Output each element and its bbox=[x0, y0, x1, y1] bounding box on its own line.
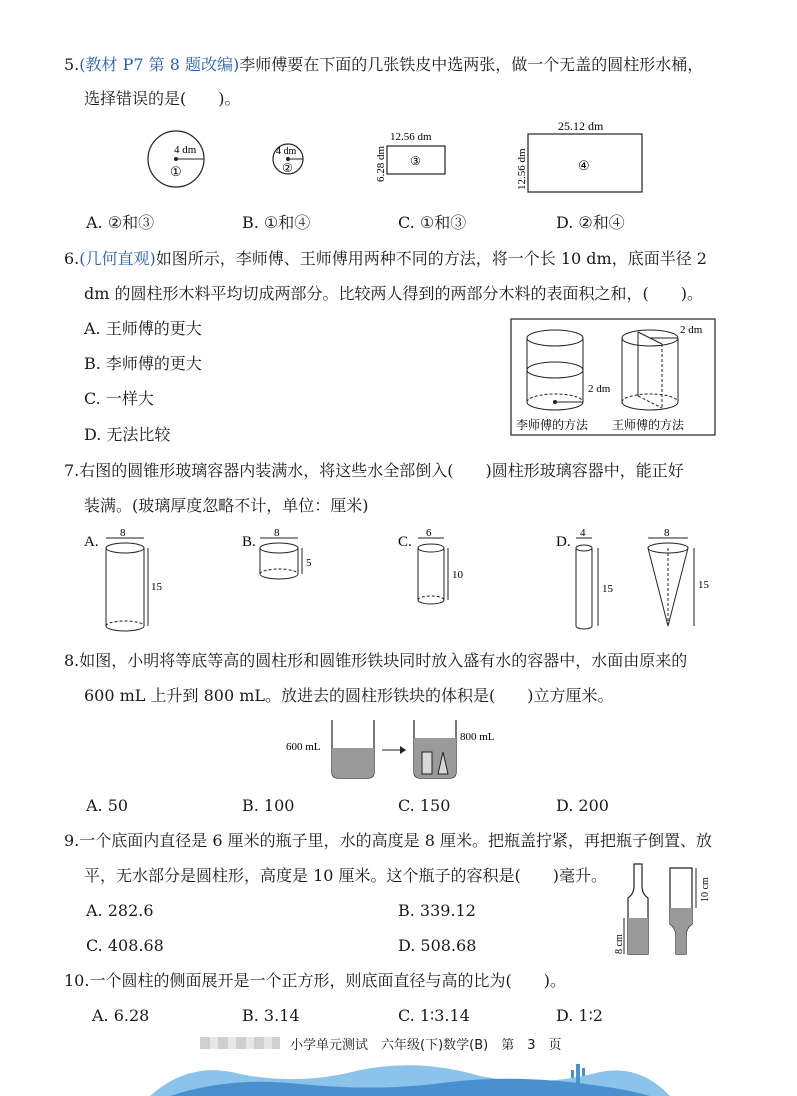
q6-option-c[interactable]: C. 一样大 bbox=[84, 389, 154, 408]
q9-number: 9. bbox=[64, 831, 80, 850]
q8-option-c[interactable]: C. 150 bbox=[398, 796, 451, 815]
q7-c-letter: C. bbox=[398, 534, 412, 550]
footer-landscape-decoration bbox=[0, 1030, 797, 1096]
q10-option-a[interactable]: A. 6.28 bbox=[92, 1006, 150, 1025]
q6-text1: 如图所示，李师傅、王师傅用两种不同的方法，将一个长 10 dm，底面半径 2 bbox=[155, 249, 707, 268]
q5-text1: 李师傅要在下面的几张铁皮中选两张，做一个无盖的圆柱形水桶， bbox=[239, 55, 704, 74]
q6-option-b[interactable]: B. 李师傅的更大 bbox=[84, 354, 202, 373]
q7-stem-line1 bbox=[64, 460, 684, 482]
q5-c2-label: 4 dm bbox=[276, 146, 297, 157]
q10-option-b[interactable]: B. 3.14 bbox=[242, 1006, 300, 1025]
q5-r3-top: 12.56 dm bbox=[390, 131, 432, 143]
q5-r4-id: ④ bbox=[578, 158, 590, 173]
q8-stem-line1 bbox=[64, 650, 687, 672]
q5-r3-id: ③ bbox=[410, 154, 421, 168]
q8-option-d[interactable]: D. 200 bbox=[556, 796, 609, 815]
q8-figure bbox=[286, 716, 516, 780]
q5-stem-line1 bbox=[64, 54, 703, 76]
q7-d-d: 4 bbox=[580, 527, 586, 539]
q7-d-letter: D. bbox=[556, 534, 571, 550]
q7-a-h: 15 bbox=[151, 581, 162, 593]
q10-number: 10. bbox=[64, 971, 90, 990]
q10-option-d[interactable]: D. 1∶2 bbox=[556, 1006, 603, 1025]
q7-c-h: 10 bbox=[452, 569, 463, 581]
q5-c1-label: 4 dm bbox=[174, 144, 197, 156]
q8-after-label: 800 mL bbox=[460, 731, 495, 743]
q10-stem-line1 bbox=[64, 970, 566, 992]
q10-option-c[interactable]: C. 1∶3.14 bbox=[398, 1006, 470, 1025]
q5-option-d[interactable]: D. ②和④ bbox=[556, 213, 625, 232]
q5-figure bbox=[140, 118, 660, 200]
q5-source: (教材 P7 第 8 题改编) bbox=[79, 55, 240, 74]
q9-option-c[interactable]: C. 408.68 bbox=[86, 936, 164, 955]
q7-cone-d: 8 bbox=[664, 527, 670, 539]
q8-option-a[interactable]: A. 50 bbox=[86, 796, 129, 815]
q7-number: 7. bbox=[64, 461, 80, 480]
q7-b-d: 8 bbox=[274, 527, 280, 539]
q8-text1: 如图，小明将等底等高的圆柱形和圆锥形铁块同时放入盛有水的容器中，水面由原来的 bbox=[79, 651, 688, 670]
q5-option-b[interactable]: B. ①和④ bbox=[242, 213, 311, 232]
q5-c1-id: ① bbox=[170, 164, 182, 179]
q6-r-right: 2 dm bbox=[680, 324, 703, 336]
q6-option-a[interactable]: A. 王师傅的更大 bbox=[84, 319, 202, 338]
q5-r4-top: 25.12 dm bbox=[558, 119, 604, 133]
q9-stem-line2: 平，无水部分是圆柱形，高度是 10 厘米。这个瓶子的容积是( )毫升。 bbox=[84, 866, 608, 885]
q9-figure bbox=[612, 862, 718, 958]
q6-caption-left: 李师傅的方法 bbox=[516, 418, 589, 432]
q5-number: 5. bbox=[64, 55, 80, 74]
q8-option-b[interactable]: B. 100 bbox=[242, 796, 295, 815]
q7-c-d: 6 bbox=[426, 527, 432, 539]
q9-water-label: 8 cm bbox=[614, 934, 625, 954]
q9-text1: 一个底面内直径是 6 厘米的瓶子里，水的高度是 8 厘米。把瓶盖拧紧，再把瓶子倒置、放 bbox=[79, 831, 712, 850]
q7-b-letter: B. bbox=[242, 534, 256, 550]
q8-number: 8. bbox=[64, 651, 80, 670]
q5-r3-side: 6.28 dm bbox=[375, 145, 387, 182]
q8-stem-line2: 600 mL 上升到 800 mL。放进去的圆柱形铁块的体积是( )立方厘米。 bbox=[84, 686, 614, 705]
q7-cone-h: 15 bbox=[698, 579, 709, 591]
q6-r-mid: 2 dm bbox=[588, 383, 611, 395]
q7-figure bbox=[80, 526, 720, 638]
q6-source: (几何直观) bbox=[79, 249, 156, 268]
q7-text1: 右图的圆锥形玻璃容器内装满水，将这些水全部倒入( )圆柱形玻璃容器中，能正好 bbox=[79, 461, 684, 480]
q9-option-d[interactable]: D. 508.68 bbox=[398, 936, 477, 955]
q9-option-b[interactable]: B. 339.12 bbox=[398, 901, 476, 920]
q9-air-label: 10 cm bbox=[700, 877, 711, 902]
q5-option-c[interactable]: C. ①和③ bbox=[398, 213, 467, 232]
q6-option-d[interactable]: D. 无法比较 bbox=[84, 425, 171, 444]
page-footer: 小学单元测试 六年级(下)数学(B) 第 3 页 bbox=[290, 1038, 562, 1053]
q6-figure bbox=[510, 318, 716, 436]
q7-stem-line2: 装满。(玻璃厚度忽略不计，单位：厘米) bbox=[84, 496, 369, 515]
q9-option-a[interactable]: A. 282.6 bbox=[86, 901, 154, 920]
q5-r4-side: 12.56 dm bbox=[516, 148, 528, 190]
q10-text1: 一个圆柱的侧面展开是一个正方形，则底面直径与高的比为( )。 bbox=[89, 971, 566, 990]
q6-number: 6. bbox=[64, 249, 80, 268]
q6-caption-right: 王师傅的方法 bbox=[612, 418, 685, 432]
q7-d-h: 15 bbox=[602, 583, 613, 595]
q7-a-d: 8 bbox=[120, 527, 126, 539]
q5-option-a[interactable]: A. ②和③ bbox=[86, 213, 155, 232]
q8-before-label: 600 mL bbox=[286, 741, 321, 753]
q5-stem-line2: 选择错误的是( )。 bbox=[84, 89, 241, 108]
q6-stem-line2: dm 的圆柱形木料平均切成两部分。比较两人得到的两部分木料的表面积之和，( )。 bbox=[84, 284, 703, 303]
q7-b-h: 5 bbox=[306, 557, 312, 569]
q6-stem-line1 bbox=[64, 248, 707, 270]
q9-stem-line1 bbox=[64, 830, 712, 852]
q5-c2-id: ② bbox=[282, 161, 293, 175]
q7-a-letter: A. bbox=[84, 534, 99, 550]
